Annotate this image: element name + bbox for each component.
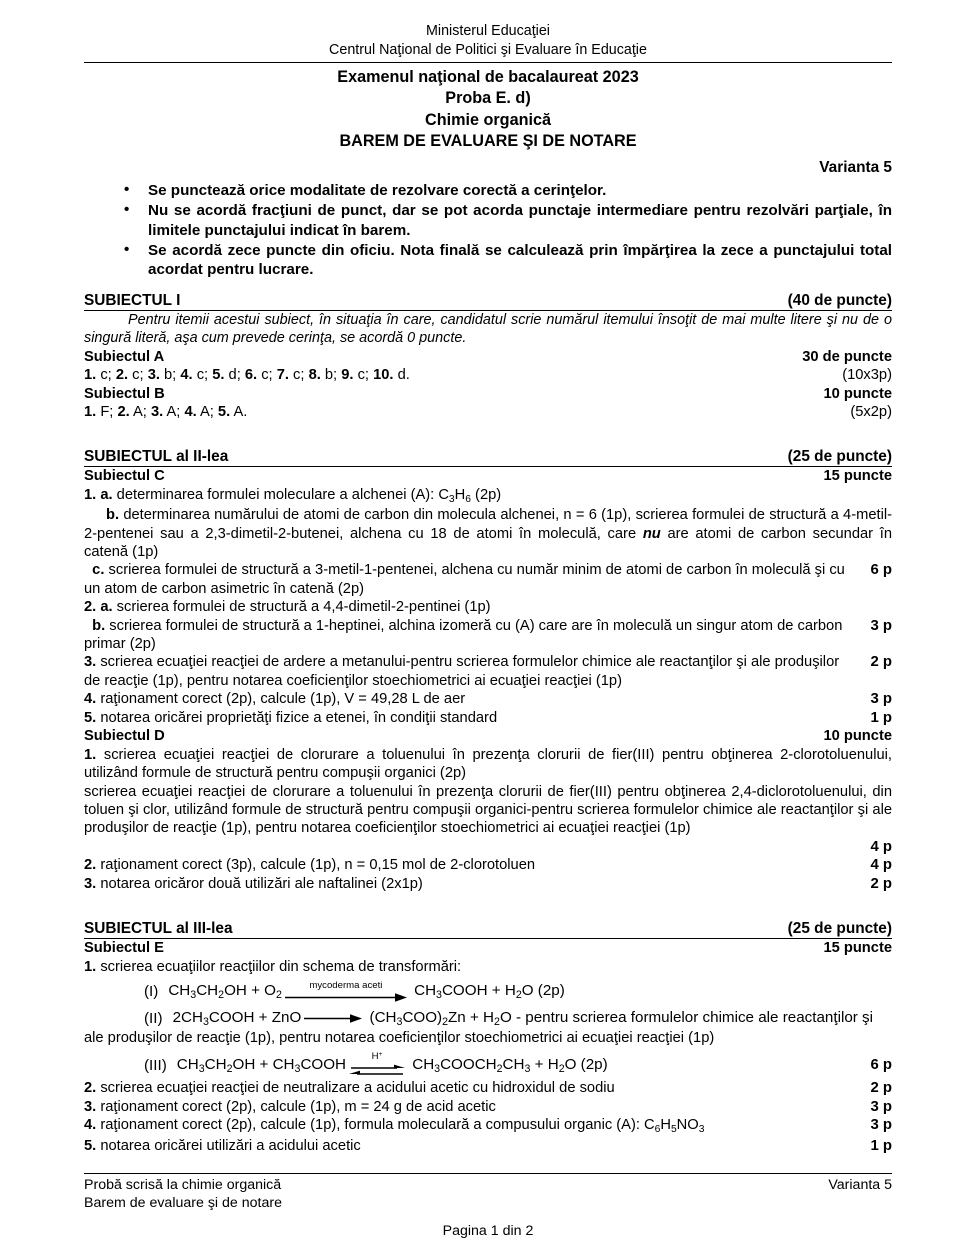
item-e1-intro: 1. scrierea ecuaţiilor reacţiilor din schema de transformări:	[84, 958, 462, 975]
single-arrow-icon	[285, 992, 407, 1003]
subject-1-note: Pentru itemii acestui subiect, în situaţia în care, candidatul scrie numărul itemului însoţit de mai multe litere şi nu de o singură literă, aşa cum prevede cerinţa, se acordă 0 puncte.	[84, 312, 892, 347]
bullet-icon: •	[124, 181, 130, 199]
footer-line-1: Probă scrisă la chimie organică	[84, 1177, 282, 1194]
equation-1-left: $CH_3CH_2OH + O_2$	[168, 982, 282, 1002]
item-c1c: c. scrierea formulei de structură a 3-metil-1-pentenei, alchena cu număr minim de atomi de carbon în moleculă şi cu un atom de carbon asimetric în catenă (2p)	[84, 562, 845, 597]
part-c-points: 15 puncte	[823, 468, 892, 485]
exam-proba: Proba E. d)	[445, 89, 531, 108]
equation-3-label: (III)	[144, 1057, 167, 1075]
part-b-label: Subiectul B	[84, 385, 165, 402]
item-c5-row	[84, 709, 892, 728]
variant-label: Varianta 5	[819, 158, 892, 176]
section-title: SUBIECTUL I	[84, 292, 181, 310]
equation-1-condition: mycoderma aceti	[309, 980, 383, 992]
part-d-header	[84, 727, 892, 746]
item-c1b: b. determinarea numărului de atomi de carbon din molecula alchenei, n = 6 (1p), scrierea formulei de structură a 4-metil-2-pentenei sau a 2,3-dimetil-2-butenei, alchena cu 18 de atomi în moleculă, care nu are atomi de carbon secundar în catenă (1p)	[84, 507, 892, 561]
item-e2-points: 2 p	[870, 1079, 892, 1096]
item-e2: 2. scrierea ecuaţiei reacţiei de neutralizare a acidului acetic cu hidroxidul de sodiu	[84, 1079, 615, 1096]
equation-1	[84, 981, 892, 1003]
section-title: SUBIECTUL al II-lea	[84, 447, 229, 465]
item-c2a: 2. a. scrierea formulei de structură a 4,4-dimetil-2-pentinei (1p)	[84, 599, 491, 616]
exam-title: Examenul naţional de bacalaureat 2023	[337, 67, 639, 86]
part-d-label: Subiectul D	[84, 728, 165, 745]
section-points: (25 de puncte)	[787, 919, 892, 937]
equation-3-condition: H+	[371, 1051, 383, 1063]
item-d2: 2. raţionament corect (3p), calcule (1p), n = 0,15 mol de 2-clorotoluen	[84, 857, 536, 874]
item-e4-row	[84, 1116, 892, 1137]
part-a-answers-row	[84, 366, 892, 385]
section-points: (25 de puncte)	[787, 447, 892, 465]
item-c4: 4. raţionament corect (2p), calcule (1p), V = 49,28 L de aer	[84, 691, 466, 708]
equation-3	[84, 1052, 892, 1079]
item-e5-points: 1 p	[870, 1137, 892, 1154]
rule-item	[118, 181, 892, 201]
rule-item	[118, 201, 892, 241]
item-e3: 3. raţionament corect (2p), calcule (1p), m = 24 g de acid acetic	[84, 1098, 496, 1115]
part-d-points: 10 puncte	[823, 728, 892, 745]
item-d1-part2: scrierea ecuaţiei reacţiei de clorurare a toluenului în prezenţa clorurii de fier(III) pentru obţinerea 2,4-diclorotoluenului, din toluen şi clor, utilizând formule de structură pentru compuşii organici-pentru scrierea formulelor chimice ale reactanţilor şi ale produşilor de reacţie (1p), pentru notarea coeficienţilor stoechiometrici ai ecuaţiei reacţiei (1p)	[84, 783, 892, 837]
ministry-line-2: Centrul Naţional de Politici şi Evaluare în Educaţie	[329, 41, 647, 58]
ministry-line-1: Ministerul Educaţiei	[426, 23, 550, 39]
part-a-answers-points: (10x3p)	[842, 367, 892, 384]
item-e2-row	[84, 1079, 892, 1098]
equation-3-left: $CH_3CH_2OH$ + $CH_3COOH$	[176, 1055, 347, 1075]
equilibrium-arrow-icon	[349, 1052, 405, 1079]
part-b-header	[84, 385, 892, 404]
part-b-answers-row	[84, 403, 892, 422]
exam-title-block	[84, 67, 892, 153]
part-a-answers: 1. c; 2. c; 3. b; 4. c; 5. d; 6. c; 7. c; 8. b; 9. c; 10. d.	[84, 367, 410, 384]
rule-text: Se acordă zece puncte din oficiu. Nota finală se calculează prin împărţirea la zece a punctajului total acordat pentru lucrare.	[148, 241, 892, 279]
item-e1-continued: ale produşilor de reacţie (1p), pentru notarea coeficienţilor stoechiometrici ai ecuaţiei reacţiei (1p)	[84, 1030, 715, 1046]
equation-2-right: $(CH_3COO)_2Zn + H_2O$ - pentru scrierea formulelor chimice ale reactanţilor şi	[365, 1008, 874, 1028]
exam-subject: Chimie organică	[425, 110, 551, 129]
equation-1-right: $CH_3COOH + H_2O$ (2p)	[409, 982, 565, 1002]
item-c2b-points: 3 p	[870, 617, 892, 634]
footer-row	[84, 1173, 892, 1213]
item-c3: 3. scrierea ecuaţiei reacţiei de ardere a metanului-pentru scrierea formulelor chimice ale reactanţilor şi ale produşilor de reacţie (1p), pentru notarea coeficienţilor stoechiometrici ai ecuaţiei reacţiei (1p)	[84, 654, 840, 689]
item-c5-points: 1 p	[870, 709, 892, 726]
rule-text: Se punctează orice modalitate de rezolvare corectă a cerinţelor.	[148, 182, 607, 200]
reaction-arrow-icon	[285, 981, 407, 1003]
item-d3: 3. notarea oricăror două utilizări ale naftalinei (2x1p)	[84, 876, 423, 893]
item-d1-part1: 1. scrierea ecuaţiei reacţiei de clorurare a toluenului în prezenţa clorurii de fier(III) pentru obţinerea 2-clorotoluenului, utilizând formule de structură pentru compuşii organici (2p)	[84, 746, 892, 782]
item-e5-row	[84, 1137, 892, 1156]
part-b-answers: 1. F; 2. A; 3. A; 4. A; 5. A.	[84, 404, 248, 421]
page-footer	[84, 1173, 892, 1241]
item-c2b-row	[84, 617, 892, 654]
item-d2-points: 4 p	[870, 857, 892, 874]
item-e5: 5. notarea oricărei utilizări a acidului acetic	[84, 1137, 361, 1154]
item-c3-points: 2 p	[870, 654, 892, 671]
equation-2-left: $2CH_3COOH$ + ZnO	[172, 1008, 302, 1028]
item-e3-row	[84, 1098, 892, 1117]
item-d2-row	[84, 856, 892, 875]
footer-variant: Varianta 5	[828, 1177, 892, 1194]
rule-item	[118, 241, 892, 281]
item-e3-points: 3 p	[870, 1098, 892, 1115]
item-c2b: b. scrierea formulei de structură a 1-heptinei, alchina izomeră cu (A) care are în moleculă un singur atom de carbon primar (2p)	[84, 617, 843, 652]
part-b-points: 10 puncte	[823, 385, 892, 402]
page-number: Pagina 1 din 2	[442, 1223, 534, 1240]
item-c1c-row	[84, 561, 892, 598]
single-arrow-icon	[304, 1013, 362, 1024]
item-c1a: 1. a. determinarea formulei moleculare a alchenei (A): $C_3H_6$ (2p)	[84, 486, 502, 505]
bullet-icon: •	[124, 240, 130, 258]
footer-line-2: Barem de evaluare şi de notare	[84, 1195, 282, 1212]
item-c1c-points: 6 p	[870, 562, 892, 579]
part-c-label: Subiectul C	[84, 468, 165, 485]
part-b-answers-points: (5x2p)	[850, 404, 892, 421]
equation-3-right: $CH_3COOCH_2CH_3 + H_2O$ (2p)	[408, 1055, 608, 1075]
equation-3-points: 6 p	[870, 1057, 892, 1074]
equation-1-label: (I)	[144, 983, 159, 1001]
part-c-header	[84, 467, 892, 486]
equation-2	[84, 1008, 892, 1029]
part-a-points: 30 de puncte	[802, 348, 892, 365]
rule-text: Nu se acordă fracţiuni de punct, dar se pot acorda punctaje intermediare pentru rezolvări parţiale, în limitele punctajului indicat în barem.	[148, 202, 892, 239]
section-heading-subject-1	[84, 291, 892, 311]
item-d1-points: 4 p	[870, 838, 892, 855]
item-d3-points: 2 p	[870, 876, 892, 893]
item-c4-points: 3 p	[870, 691, 892, 708]
part-a-label: Subiectul A	[84, 348, 165, 365]
part-e-header	[84, 939, 892, 958]
reaction-arrow-icon	[304, 1013, 362, 1024]
section-title: SUBIECTUL al III-lea	[84, 919, 233, 937]
part-e-points: 15 puncte	[823, 940, 892, 957]
equation-2-label: (II)	[144, 1009, 163, 1027]
section-points: (40 de puncte)	[787, 292, 892, 310]
part-e-label: Subiectul E	[84, 940, 164, 957]
footer-left	[84, 1177, 282, 1213]
item-e4: 4. raţionament corect (2p), calcule (1p), formula moleculară a compusului organic (A): $C_6H_5NO_3$	[84, 1117, 705, 1136]
exam-barem-title: BAREM DE EVALUARE ŞI DE NOTARE	[339, 132, 637, 151]
part-a-header	[84, 348, 892, 367]
header-divider	[84, 62, 892, 63]
grading-rules-list	[84, 181, 892, 280]
section-heading-subject-3	[84, 919, 892, 939]
item-d3-row	[84, 875, 892, 894]
item-c5: 5. notarea oricărei proprietăţi fizice a etenei, în condiţii standard	[84, 709, 498, 726]
item-c3-row	[84, 653, 892, 690]
item-e4-points: 3 p	[870, 1117, 892, 1134]
equilibrium-arrow-glyph	[349, 1063, 405, 1079]
section-heading-subject-2	[84, 447, 892, 467]
ministry-header	[84, 22, 892, 60]
bullet-icon: •	[124, 201, 130, 219]
item-c4-row	[84, 690, 892, 709]
